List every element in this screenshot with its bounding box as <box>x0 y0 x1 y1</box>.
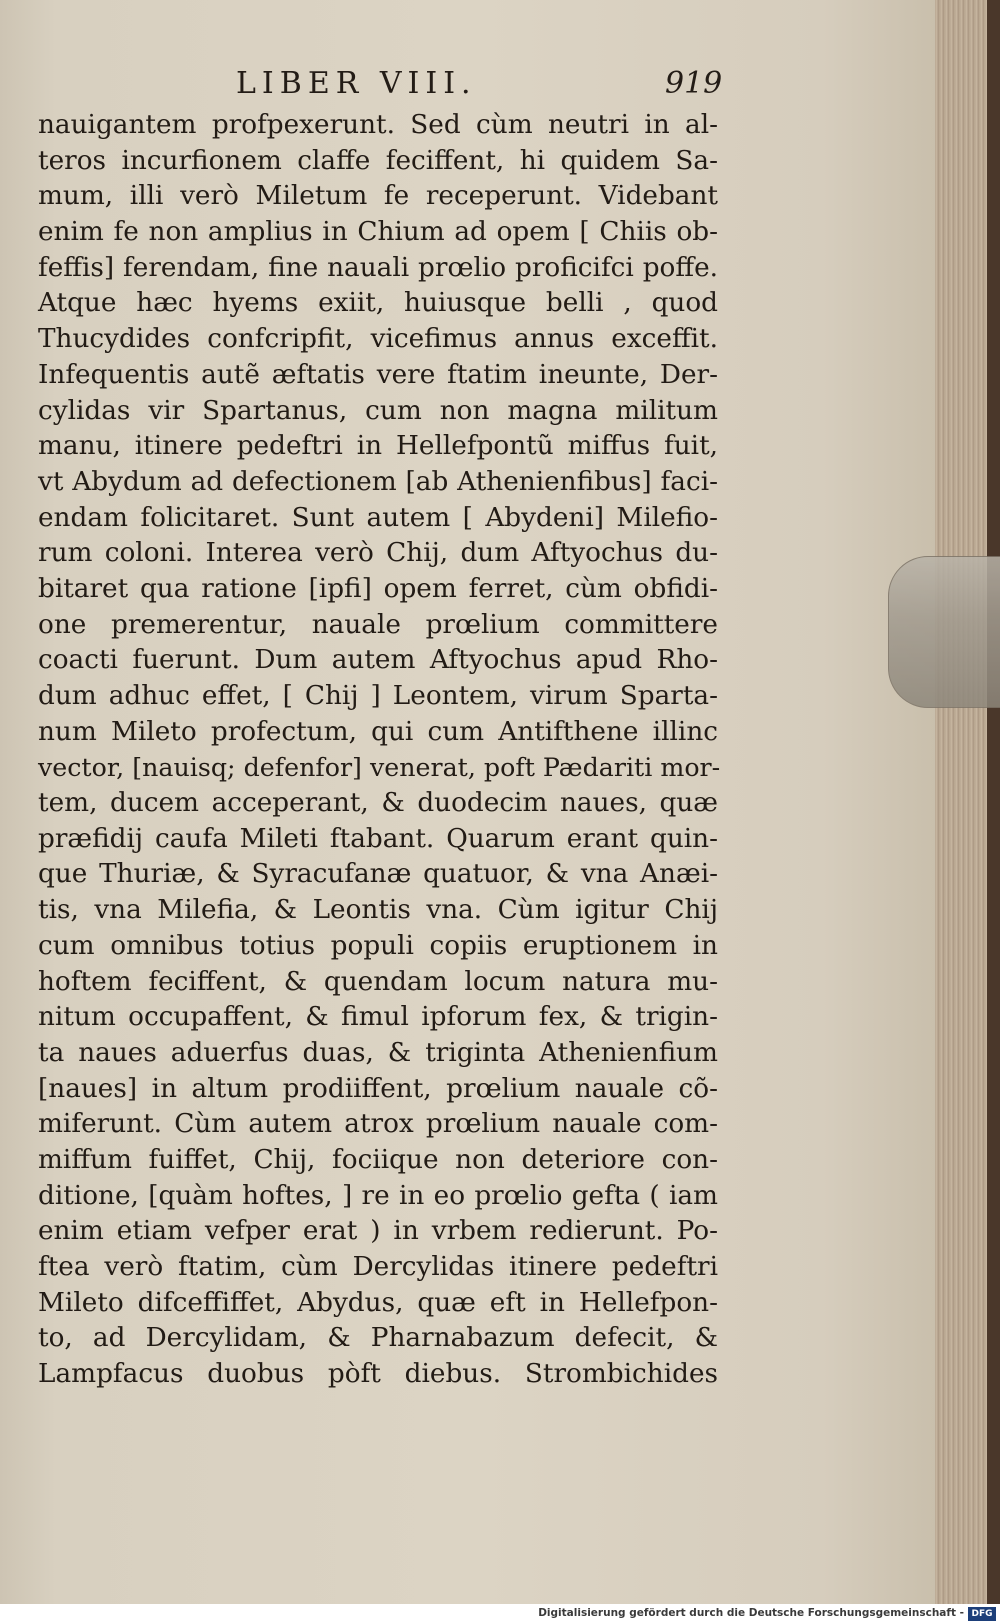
text-line: enim etiam vefper erat ) in vrbem redierunt. Po- <box>38 1216 718 1247</box>
text-line: coacti fuerunt. Dum autem Aftyochus apud Rho- <box>38 645 718 676</box>
text-line: Infequentis autẽ æftatis vere ftatim ineunte, Der- <box>38 359 718 390</box>
text-line: num Mileto profectum, qui cum Antifthene illinc <box>38 716 718 747</box>
text-line: cylidas vir Spartanus, cum non magna militum <box>38 395 718 426</box>
text-line: que Thuriæ, & Syracufanæ quatuor, & vna Anæi- <box>38 859 718 890</box>
text-line: hoftem feciffent, & quendam locum natura mu- <box>38 966 718 997</box>
text-line: nauigantem profpexerunt. Sed cùm neutri in al- <box>38 110 718 140</box>
text-line: rum coloni. Interea verò Chij, dum Aftyochus du- <box>38 538 718 569</box>
text-line: bitaret qua ratione [ipfi] opem ferret, cùm obfidi- <box>38 573 718 604</box>
text-line: Atque hæc hyems exiit, huiusque belli , quod <box>38 288 718 319</box>
text-line: cum omnibus totius populi copiis eruptionem in <box>38 930 718 961</box>
digitization-footer <box>0 1604 1000 1624</box>
text-line: præfidij caufa Mileti ftabant. Quarum erant quin- <box>38 823 718 854</box>
book-cover-edge <box>987 0 1000 1604</box>
text-line: Thucydides confcripfit, vicefimus annus exceffit. <box>38 324 718 355</box>
text-block <box>38 108 721 1393</box>
text-line: nitum occupaffent, & fimul ipforum fex, & trigin- <box>38 1002 718 1033</box>
text-line: ftea verò ftatim, cùm Dercylidas itinere pedeftri <box>38 1252 718 1282</box>
text-line: teros incurfionem claffe feciffent, hi quidem Sa- <box>38 145 718 176</box>
text-line: miffum fuiffet, Chij, fociique non deteriore con- <box>38 1144 718 1175</box>
text-line: miferunt. Cùm autem atrox prœlium nauale com- <box>38 1109 718 1140</box>
text-line: to, ad Dercylidam, & Pharnabazum defecit, & <box>38 1323 718 1354</box>
text-line: Mileto difceffiffet, Abydus, quæ eft in Hellefpon- <box>38 1287 718 1318</box>
text-line: feffis] ferendam, fine nauali prœlio proficifci poffe. <box>38 252 718 283</box>
running-head: LIBER VIII. <box>236 66 477 101</box>
text-line: tis, vna Milefia, & Leontis vna. Cùm igitur Chij <box>38 895 718 926</box>
text-line: endam folicitaret. Sunt autem [ Abydeni] Milefio- <box>38 502 718 533</box>
funding-credit: Digitalisierung gefördert durch die Deutsche Forschungsgemeinschaft - <box>538 1607 964 1619</box>
text-line: manu, itinere pedeftri in Hellefpontũ miffus fuit, <box>38 431 718 462</box>
text-line: [naues] in altum prodiiffent, prœlium nauale cõ- <box>38 1073 718 1104</box>
text-line: vector, [nauisq; defenfor] venerat, poft Pædariti mor- <box>38 753 721 783</box>
page-fore-edge <box>935 0 987 1604</box>
text-line: tem, ducem acceperant, & duodecim naues, quæ <box>38 788 718 819</box>
text-line: Lampfacus duobus pòft diebus. Strombichides <box>38 1359 718 1390</box>
page-number: 919 <box>665 66 723 101</box>
text-line: vt Abydum ad defectionem [ab Athenienfibus] faci- <box>38 466 718 497</box>
dfg-logo: DFG <box>968 1607 996 1621</box>
text-line: ditione, [quàm hoftes, ] re in eo prœlio gefta ( iam <box>38 1180 718 1211</box>
text-line: one premerentur, nauale prœlium committere <box>38 609 718 640</box>
text-line: dum adhuc effet, [ Chij ] Leontem, virum Sparta- <box>38 681 718 711</box>
text-line: mum, illi verò Miletum fe receperunt. Videbant <box>38 181 718 212</box>
text-line: ta naues aduerfus duas, & triginta Athenienfium <box>38 1037 718 1068</box>
text-line: enim fe non amplius in Chium ad opem [ Chiis ob- <box>38 217 718 248</box>
page-clip <box>888 556 1000 708</box>
